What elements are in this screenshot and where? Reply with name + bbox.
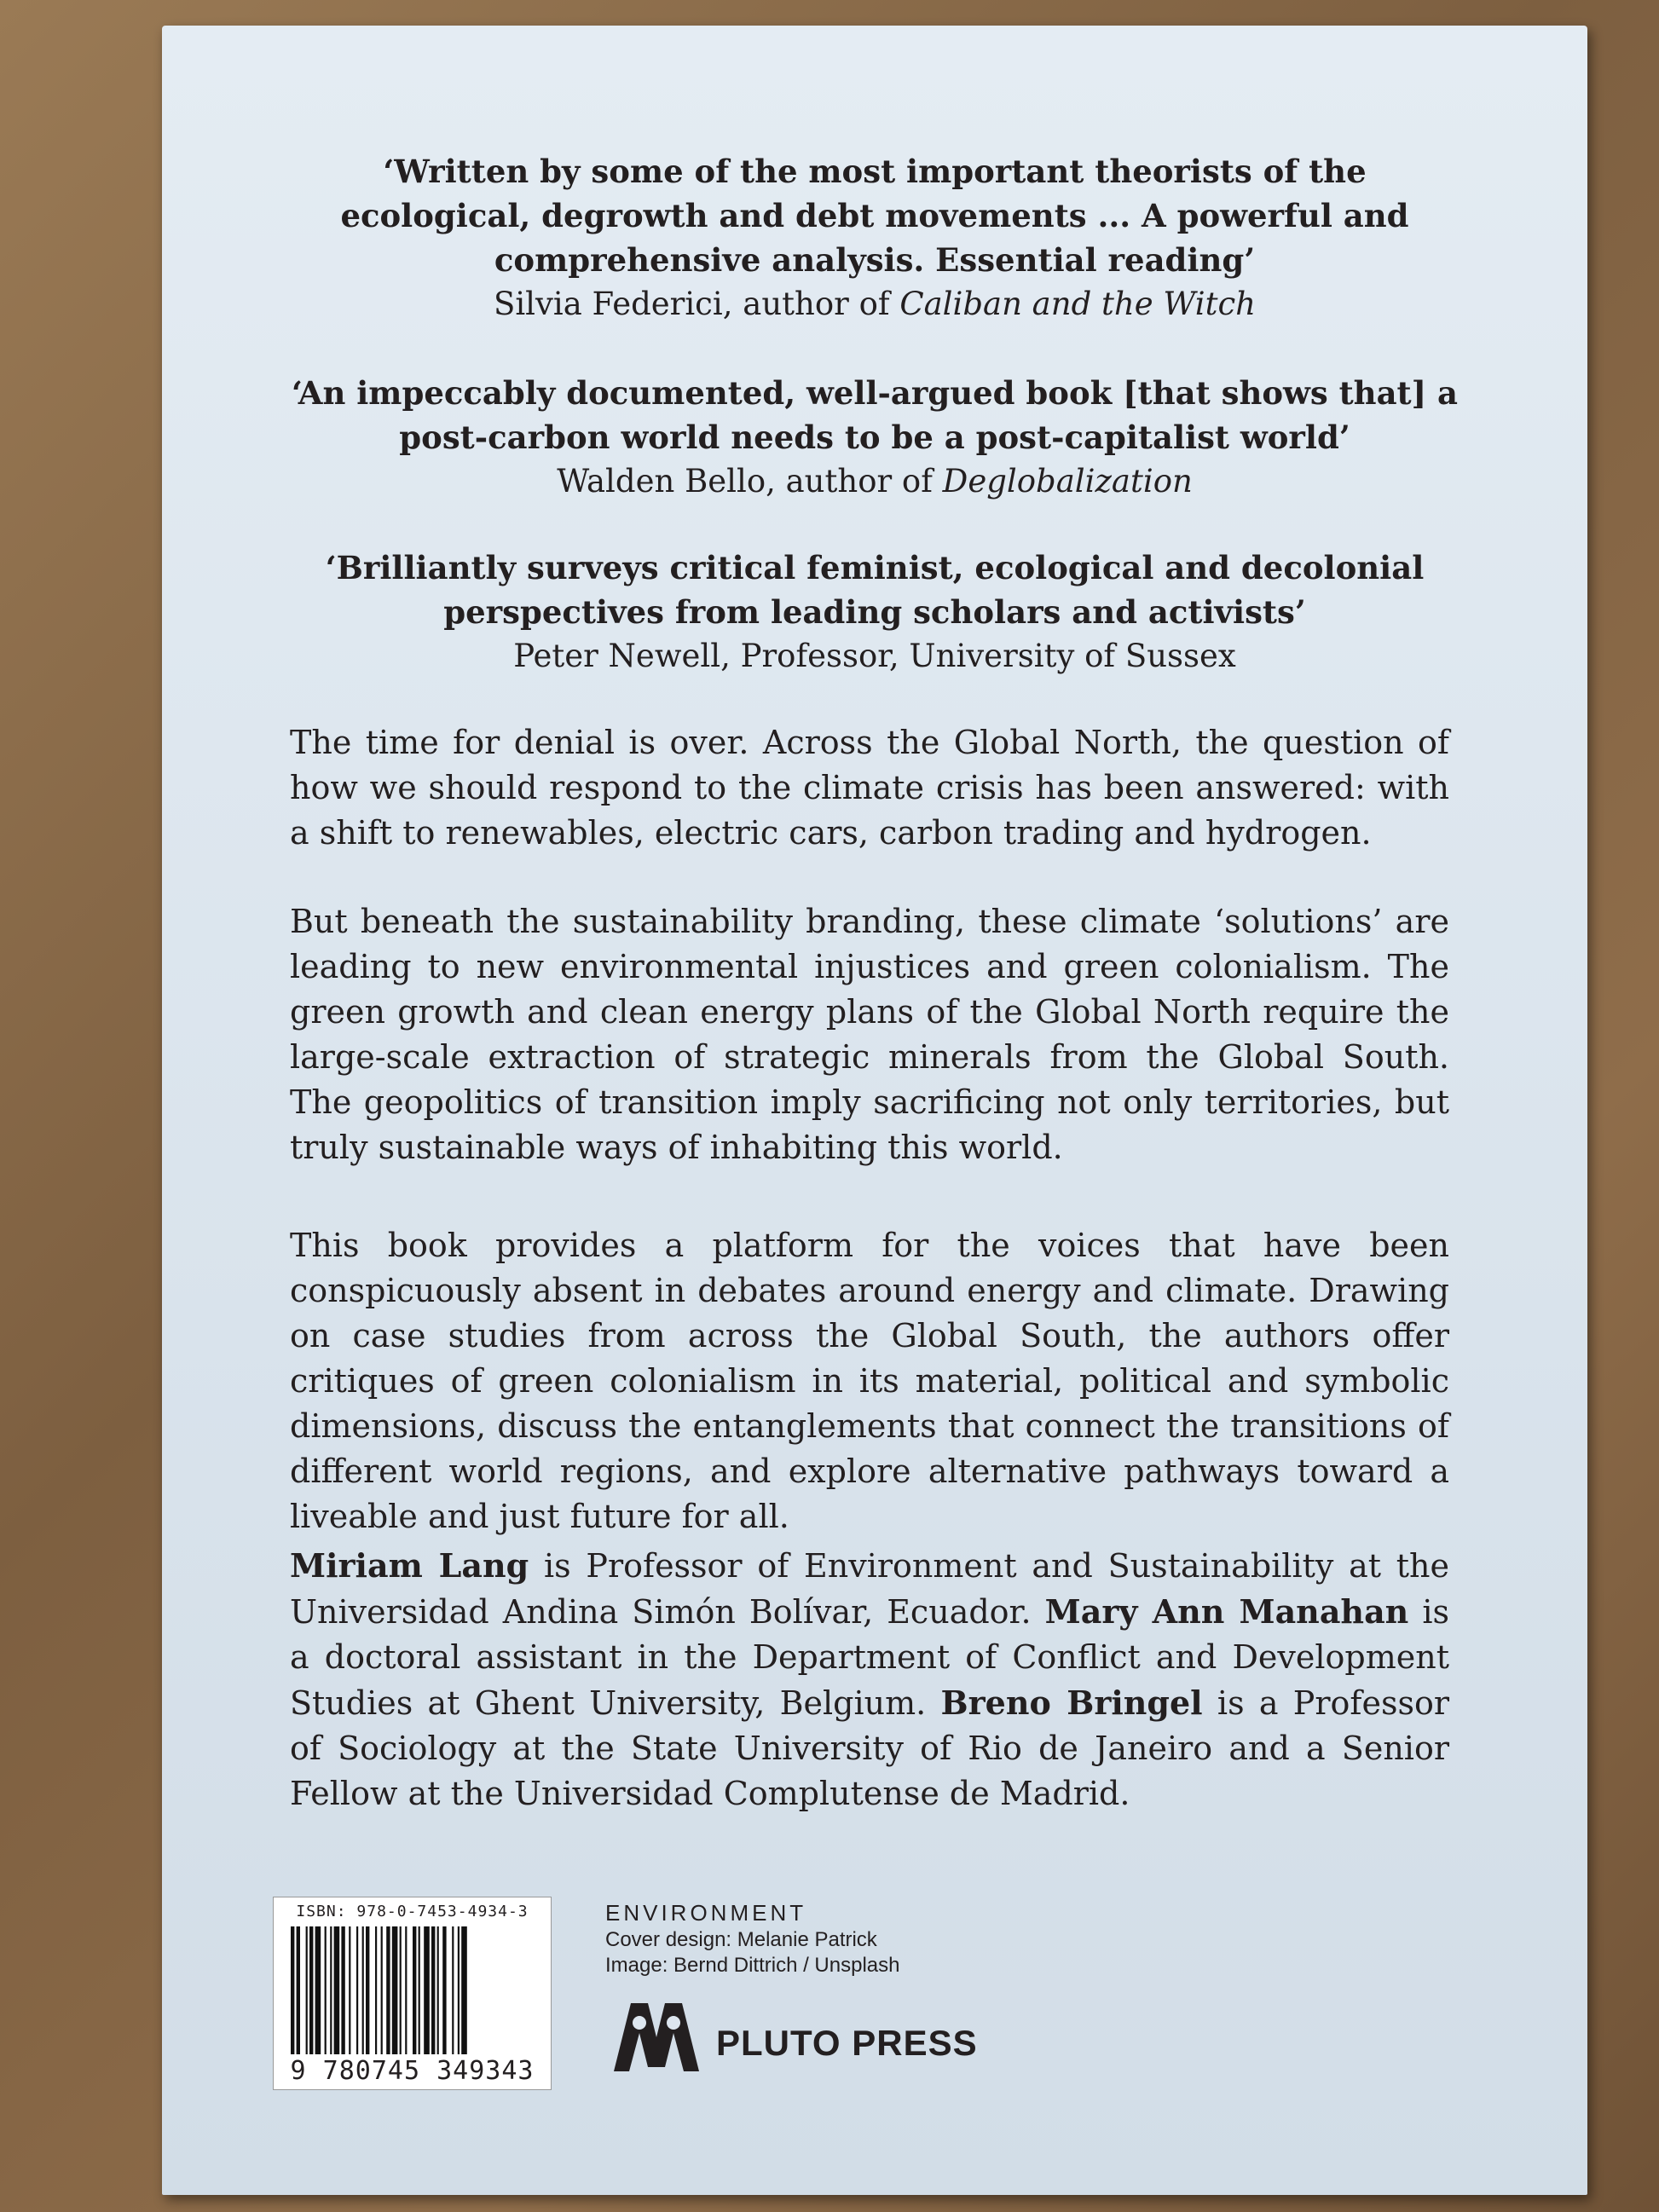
quote-text: ‘Brilliantly surveys critical feminist, ecological and decolonial perspectives from leading scholars and activists’ — [325, 549, 1425, 631]
blurb-paragraph-3: This book provides a platform for the voices that have been conspicuously absent in debates around energy and climate. Drawing on case studies from across the Global South, the authors offer critiques of green colonialism in its material, political and symbolic dimensions, discuss the entanglements that connect the transitions of different world regions, and explore alternative pathways toward a liveable and just future for all. — [290, 1227, 1449, 1535]
endorsement-quote-1 — [162, 149, 1587, 326]
pluto-press-logo-icon — [605, 1990, 708, 2084]
author-name: Breno Bringel — [940, 1684, 1203, 1722]
book-back-cover — [162, 26, 1587, 2195]
author-bios: Miriam Lang is Professor of Environment and Sustainability at the Universidad Andina Simón Bolívar, Ecuador. Mary Ann Manahan is a doctoral assistant in the Department of Conflict and Development Studies at Ghent University, Belgium. Breno Bringel is a Professor of Sociology at the State University of Rio de Janeiro and a Senior Fellow at the Universidad Complutense de Madrid. — [290, 1546, 1450, 1812]
quote-attribution: Walden Bello, author of Deglobalization — [557, 463, 1193, 500]
barcode-bars — [291, 1926, 534, 2054]
isbn-label: ISBN: 978-0-7453-4934-3 — [296, 1903, 529, 1920]
author-name: Miriam Lang — [290, 1546, 529, 1585]
author-name: Mary Ann Manahan — [1044, 1592, 1409, 1631]
isbn-barcode — [273, 1897, 552, 2090]
endorsement-quote-2 — [162, 371, 1587, 504]
publisher-name: PLUTO PRESS — [716, 2023, 978, 2063]
barcode-digits: 9 780745 349343 — [290, 2056, 535, 2086]
quote-attribution: Peter Newell, Professor, University of Sussex — [513, 638, 1236, 674]
blurb-paragraph-1: The time for denial is over. Across the Global North, the question of how we should respond to the climate crisis has been answered: with a shift to renewables, electric cars, carbon trading and hydrogen. — [290, 724, 1449, 852]
imprint-info — [605, 1898, 899, 1978]
quote-attribution: Silvia Federici, author of Caliban and the Witch — [493, 286, 1257, 322]
endorsement-quote-3 — [162, 546, 1587, 679]
category-label: ENVIRONMENT — [605, 1900, 807, 1926]
blurb-paragraph-2: But beneath the sustainability branding, these climate ‘solutions’ are leading to new environmental injustices and green colonialism. The green growth and clean energy plans of the Global North require the large-scale extraction of strategic minerals from the Global South. The geopolitics of transition imply sacrificing not only territories, but truly sustainable ways of inhabiting this world. — [290, 903, 1449, 1166]
quote-text: ‘An impeccably documented, well-argued book [that shows that] a post-carbon world needs to be a post-capitalist world’ — [291, 374, 1459, 456]
cover-design-credit: Cover design: Melanie Patrick — [605, 1928, 877, 1951]
quote-text: ‘Written by some of the most important theorists of the ecological, degrowth and debt movements ... A powerful and comprehensive analysis. Essential reading’ — [340, 153, 1409, 279]
image-credit: Image: Bernd Dittrich / Unsplash — [605, 1954, 900, 1977]
